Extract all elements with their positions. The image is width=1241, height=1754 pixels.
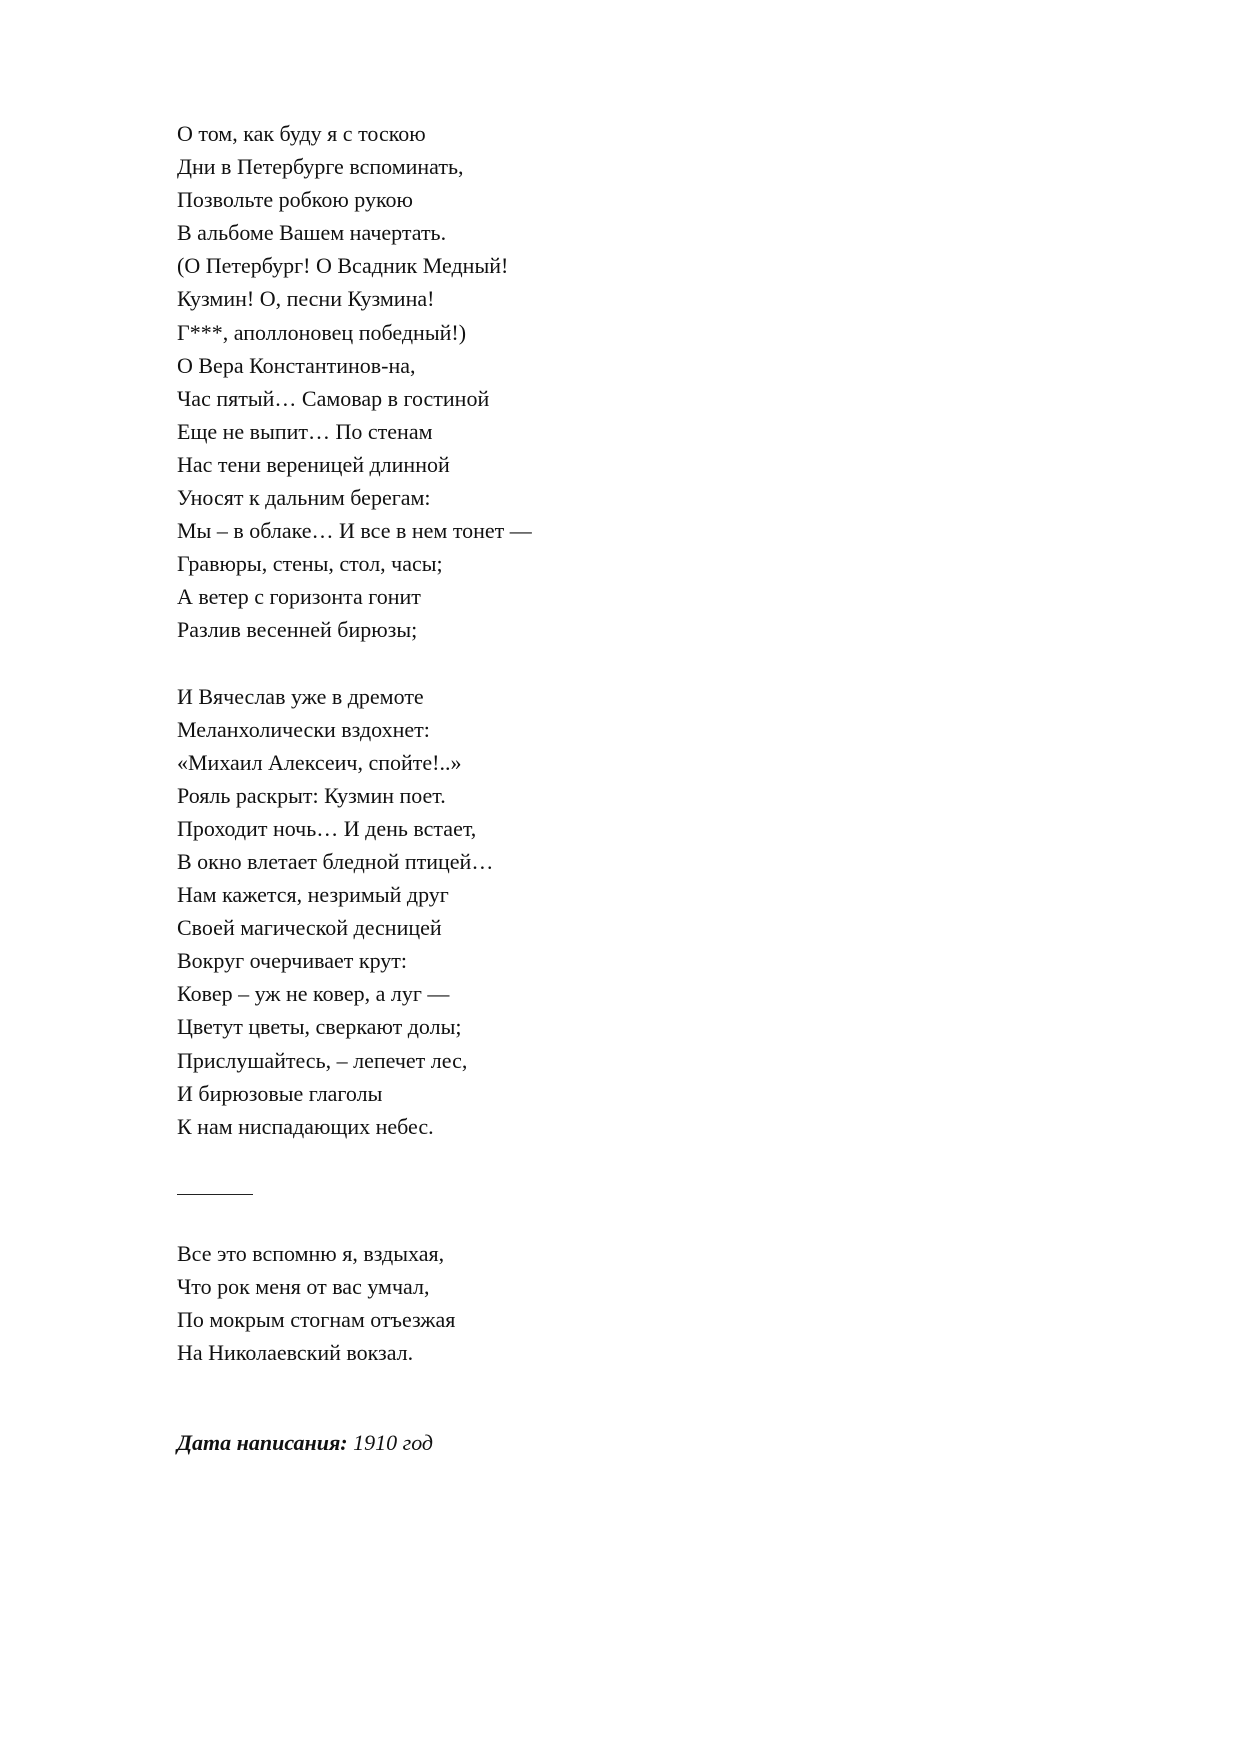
poem-line: Все это вспомню я, вздыхая, — [177, 1240, 445, 1266]
poem-line: Нам кажется, незримый друг — [177, 882, 449, 908]
poem-line: Час пятый… Самовар в гостиной — [177, 385, 490, 411]
poem-line: Цветут цветы, сверкают долы; — [177, 1014, 462, 1040]
poem-line: О том, как буду я с тоскою — [177, 121, 426, 146]
poem-line: Своей магической десницей — [177, 915, 442, 941]
poem-line: Рояль раскрыт: Кузмин поет. — [177, 782, 446, 808]
poem-line: Еще не выпит… По стенам — [177, 418, 433, 444]
poem-line: Ковер – уж не ковер, а луг — — [177, 981, 450, 1007]
poem-line: Прислушайтесь, – лепечет лес, — [177, 1047, 468, 1073]
stanza-2 — [177, 680, 1077, 1143]
stanza-1 — [177, 117, 1077, 647]
poem-line: Гравюры, стены, стол, часы; — [177, 551, 443, 577]
date-label: Дата написания: — [177, 1430, 348, 1456]
poem-line: Г***, аполлоновец победный!) — [177, 319, 467, 345]
poem-line: На Николаевский вокзал. — [177, 1340, 414, 1366]
poem-line: Меланхолически вздохнет: — [177, 716, 430, 742]
poem-line: В альбоме Вашем начертать. — [177, 220, 447, 246]
poem-line: Проходит ночь… И день встает, — [177, 815, 477, 841]
poem-line: Кузмин! О, песни Кузмина! — [177, 286, 435, 312]
poem-line: Нас тени вереницей длинной — [177, 451, 450, 477]
section-divider — [177, 1194, 253, 1195]
poem-line: «Михаил Алексеич, спойте!..» — [177, 749, 462, 775]
poem-line: (О Петербург! О Всадник Медный! — [177, 253, 509, 279]
poem-line: Дни в Петербурге вспоминать, — [177, 154, 464, 180]
poem-line: По мокрым стогнам отъезжая — [177, 1307, 456, 1332]
poem-line: А ветер с горизонта гонит — [177, 584, 421, 610]
date-written — [177, 1426, 1077, 1459]
poem-line: И Вячеслав уже в дремоте — [177, 683, 424, 709]
poem-line: Разлив весенней бирюзы; — [177, 617, 418, 643]
poem-line: И бирюзовые глаголы — [177, 1080, 383, 1106]
poem-line: Мы – в облаке… И все в нем тонет — — [177, 518, 532, 544]
poem-line: К нам ниспадающих небес. — [177, 1113, 434, 1139]
stanza-3 — [177, 1237, 1077, 1369]
poem-line: Что рок меня от вас умчал, — [177, 1273, 430, 1299]
date-value: 1910 год — [353, 1430, 434, 1456]
poem-line: Уносят к дальним берегам: — [177, 485, 431, 511]
poem-page — [177, 117, 1077, 1459]
poem-line: О Вера Константинов-на, — [177, 352, 416, 378]
poem-line: Вокруг очерчивает крут: — [177, 948, 408, 974]
poem-line: Позвольте робкою рукою — [177, 187, 413, 213]
poem-line: В окно влетает бледной птицей… — [177, 848, 494, 874]
